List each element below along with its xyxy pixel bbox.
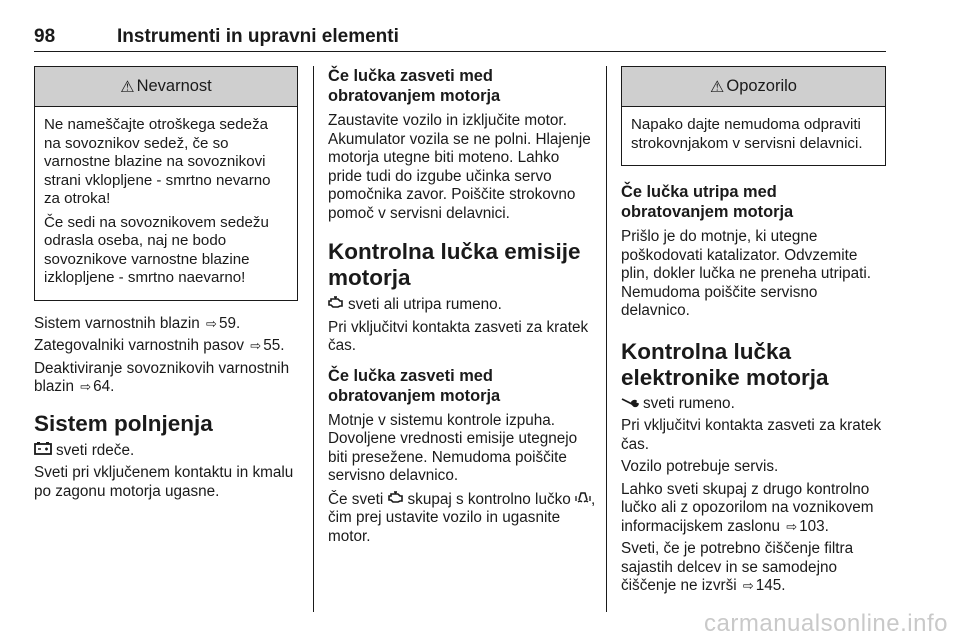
paragraph bbox=[621, 540, 886, 596]
warning-paragraph: Napako dajte nemudoma odpraviti strokovnjakom v servisni delavnici. bbox=[631, 116, 863, 152]
paragraph bbox=[328, 490, 596, 547]
paragraph: Pri vključitvi kontakta zasveti za kratek čas. bbox=[328, 318, 589, 354]
ref-page[interactable]: 145. bbox=[755, 577, 786, 594]
column-divider bbox=[313, 66, 314, 612]
warning-triangle-icon: ⚠ bbox=[710, 78, 725, 96]
danger-box-title: Nevarnost bbox=[136, 77, 212, 95]
paragraph: Zaustavite vozilo in izključite motor. Akumulator vozila se ne polni. Hlajenje motorja utegne biti moteno. Lahko pride tudi do izgube učinka servo pomočnika zavor. Poiščite strokovno pomoč v servisni delavnici. bbox=[328, 112, 591, 222]
text-fragment: Sveti, če je potrebno čiščenje filtra sajastih delcev in se samodejno čiščenje ne izvrši bbox=[621, 540, 854, 594]
paragraph: Prišlo je do motnje, ki utegne poškodovati katalizator. Odvzemite plin, dokler lučka ne preneha utripati. Nemudoma poiščite servisno delavnico. bbox=[621, 228, 872, 319]
battery-icon bbox=[34, 441, 52, 461]
warning-box-header bbox=[622, 67, 885, 107]
text-fragment: , čim prej ustavite vozilo in ugasnite motor. bbox=[328, 490, 596, 545]
ref-page[interactable]: 59. bbox=[218, 314, 241, 332]
danger-paragraph: Če sedi na sovoznikovem sedežu odrasla oseba, naj ne bodo sovoznikove varnostne blazine izklopljene - smrtno naevarno! bbox=[44, 213, 269, 286]
indicator-line bbox=[621, 395, 886, 414]
ref-text: Deaktiviranje sovoznikovih varnostnih blazin bbox=[34, 359, 290, 395]
warning-box-body bbox=[622, 107, 885, 165]
column-3 bbox=[621, 66, 886, 600]
text-fragment: skupaj s kontrolno lučko bbox=[407, 490, 571, 508]
subheading: Če lučka zasveti med obratovanjem motorja bbox=[328, 366, 501, 405]
engine-icon bbox=[328, 295, 344, 315]
ref-text: Zategovalniki varnostnih pasov bbox=[34, 337, 245, 354]
indicator-line bbox=[328, 295, 596, 315]
page-ref-arrow-icon: ⇨ bbox=[80, 379, 92, 394]
paragraph: Sveti pri vključenem kontaktu in kmalu po zagonu motorja ugasne. bbox=[34, 464, 294, 500]
subheading: Če lučka zasveti med obratovanjem motorja bbox=[328, 67, 501, 105]
warning-box bbox=[621, 66, 886, 166]
section-heading: Kontrolna lučka elektronike motorja bbox=[621, 338, 829, 390]
danger-box-header bbox=[35, 67, 297, 107]
spanner-icon bbox=[621, 395, 639, 414]
column-1 bbox=[34, 66, 298, 505]
danger-paragraph: Ne nameščajte otroškega sedeža na sovoznikov sedež, če so varnostne blazine na sovoznikovi strani vklopljene - smrtno nevarno za otroka! bbox=[44, 116, 271, 207]
chapter-title: Instrumenti in upravni elementi bbox=[117, 26, 399, 47]
page-ref-arrow-icon: ⇨ bbox=[786, 518, 798, 534]
paragraph bbox=[621, 481, 886, 537]
warning-box-title: Opozorilo bbox=[726, 77, 797, 95]
ref-text: Sistem varnostnih blazin bbox=[34, 314, 200, 332]
section-heading: Sistem polnjenja bbox=[34, 410, 213, 436]
page-ref-arrow-icon: ⇨ bbox=[206, 315, 217, 331]
paragraph: Motnje v sistemu kontrole izpuha. Dovoljene vrednosti emisije utegnejo biti presežene. Nemudoma poiščite servisno delavnico. bbox=[328, 411, 578, 484]
cross-reference bbox=[34, 360, 298, 397]
indicator-line bbox=[34, 441, 298, 461]
column-2 bbox=[328, 66, 596, 550]
ref-page[interactable]: 103. bbox=[799, 517, 829, 535]
warning-triangle-icon: ⚠ bbox=[120, 78, 135, 96]
cross-reference bbox=[34, 315, 298, 334]
section-heading: Kontrolna lučka emisije motorja bbox=[328, 239, 581, 290]
text-fragment: Če sveti bbox=[328, 490, 384, 508]
page-header bbox=[34, 26, 886, 52]
danger-box-body bbox=[35, 107, 297, 300]
subheading: Če lučka utripa med obratovanjem motorja bbox=[621, 183, 794, 221]
column-divider bbox=[606, 66, 607, 612]
ref-page[interactable]: 64. bbox=[93, 378, 115, 395]
paragraph: Vozilo potrebuje servis. bbox=[621, 458, 779, 475]
traction-control-icon bbox=[575, 490, 591, 510]
page-ref-arrow-icon: ⇨ bbox=[250, 338, 262, 353]
text-fragment: Lahko sveti skupaj z drugo kontrolno lučko ali z opozorilom na voznikovem informacijskem zaslonu bbox=[621, 480, 874, 535]
cross-reference bbox=[34, 337, 298, 356]
indicator-text: sveti rumeno. bbox=[643, 394, 735, 412]
page-ref-arrow-icon: ⇨ bbox=[742, 578, 754, 593]
watermark: carmanualsonline.info bbox=[704, 610, 948, 637]
indicator-text: sveti rdeče. bbox=[56, 441, 135, 459]
paragraph: Pri vključitvi kontakta zasveti za kratek čas. bbox=[621, 417, 882, 453]
danger-box bbox=[34, 66, 298, 301]
ref-page[interactable]: 55. bbox=[263, 337, 285, 354]
page-number: 98 bbox=[34, 26, 56, 47]
indicator-text: sveti ali utripa rumeno. bbox=[348, 296, 502, 313]
engine-icon bbox=[388, 490, 404, 510]
